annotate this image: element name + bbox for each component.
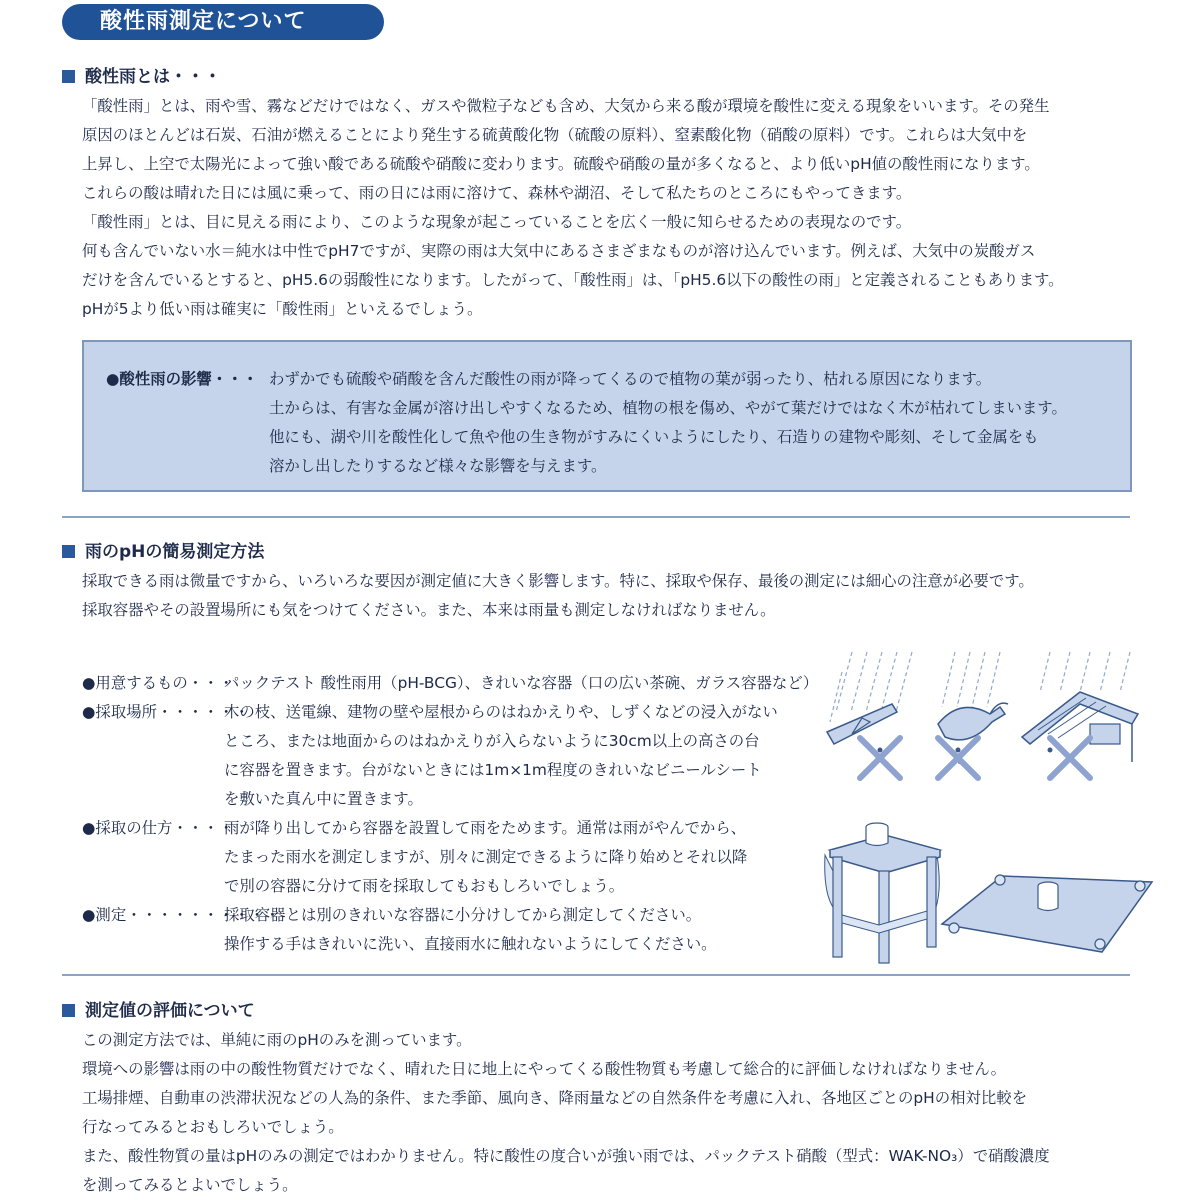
section-heading-text: 測定値の評価について [85, 1001, 255, 1021]
page-title: 酸性雨測定について [62, 4, 384, 40]
section-divider [62, 516, 1130, 518]
list-item-measurement [82, 901, 717, 953]
text-line: 環境への影響は雨の中の酸性物質だけでなく、晴れた日に地上にやってくる酸性物質も考慮して総合的に評価しなければなりません。 [82, 1060, 1007, 1078]
wire-drip-illustration [930, 652, 1015, 782]
section-heading-acid-rain [62, 66, 221, 88]
text-line: pHが5より低い雨は確実に「酸性雨」といえるでしょう。 [82, 300, 483, 318]
text-line: を測ってみるとよいでしょう。 [82, 1176, 298, 1194]
text-line: わずかでも硫酸や硝酸を含んだ酸性の雨が降ってくるので植物の葉が弱ったり、枯れる原因になります。 [269, 370, 992, 388]
text-line: パックテスト 酸性雨用（pH-BCG）、きれいな容器（口の広い茶碗、ガラス容器など） [224, 674, 819, 692]
section2-paragraph [82, 567, 1142, 625]
section-heading-ph-method [62, 541, 264, 563]
square-bullet-icon [62, 545, 75, 558]
list-item-collection [82, 814, 748, 895]
stand-container-illustration [815, 815, 945, 965]
text-line: また、酸性物質の量はpHのみの測定ではわかりません。特に酸性の度合いが強い雨では、パックテスト硝酸（型式：WAK-NO₃）で硝酸濃度 [82, 1147, 1050, 1165]
sheet-container-illustration [940, 872, 1155, 957]
text-line: で別の容器に分けて雨を採取してもおもしろいでしょう。 [224, 877, 625, 895]
text-line: 「酸性雨」とは、雨や雪、霧などだけではなく、ガスや微粒子なども含め、大気から来る酸が環境を酸性に変える現象をいいます。その発生 [82, 97, 1050, 115]
text-line: 土からは、有害な金属が溶け出しやすくなるため、植物の根を傷め、やがて葉だけではなく木が枯れてしまいます。 [269, 399, 1067, 417]
section1-paragraph [82, 92, 1142, 324]
text-line: を敷いた真ん中に置きます。 [224, 790, 423, 808]
text-line: 操作する手はきれいに洗い、直接雨水に触れないようにしてください。 [224, 935, 717, 953]
square-bullet-icon [62, 70, 75, 83]
text-line: 上昇し、上空で太陽光によって強い酸である硫酸や硝酸に変わります。硫酸や硝酸の量が多くなると、より低いpH値の酸性雨になります。 [82, 155, 1040, 173]
text-line: 採取容器やその設置場所にも気をつけてください。また、本来は雨量も測定しなければなりません。 [82, 601, 776, 619]
text-line: 採取容器とは別のきれいな容器に小分けしてから測定してください。 [224, 906, 702, 924]
section3-paragraph [82, 1026, 1142, 1200]
text-line: たまった雨水を測定しますが、別々に測定できるように降り始めとそれ以降 [224, 848, 748, 866]
item-content [224, 901, 717, 959]
text-line: 採取できる雨は微量ですから、いろいろな要因が測定値に大きく影響します。特に、採取や保存、最後の測定には細心の注意が必要です。 [82, 572, 1034, 590]
text-line: 原因のほとんどは石炭、石油が燃えることにより発生する硫黄酸化物（硫酸の原料）、窒素酸化物（硝酸の原料）です。これらは大気中を [82, 126, 1028, 144]
section-heading-text: 酸性雨とは・・・ [85, 67, 221, 87]
text-line: 雨が降り出してから容器を設置して雨をためます。通常は雨がやんでから、 [224, 819, 747, 837]
influence-box [82, 340, 1132, 492]
item-label: ●測定・・・・・・・・・・ [82, 906, 281, 924]
text-line: ところ、または地面からのはねかえりが入らないように30cm以上の高さの台 [224, 732, 760, 750]
section-heading-text: 雨のpHの簡易測定方法 [85, 542, 265, 562]
text-line: 溶かし出したりするなど様々な影響を与えます。 [269, 457, 607, 475]
text-line: これらの酸は晴れた日には風に乗って、雨の日には雨に溶けて、森林や湖沼、そして私たちのところにもやってきます。 [82, 184, 912, 202]
item-content [224, 669, 818, 698]
influence-text [269, 365, 1067, 481]
roof-drip-illustration [1020, 652, 1145, 782]
text-line: だけを含んでいるとすると、pH5.6の弱酸性になります。したがって、「酸性雨」は、「pH5.6以下の酸性の雨」と定義されることもあります。 [82, 271, 1064, 289]
text-line: 「酸性雨」とは、目に見える雨により、このような現象が起こっていることを広く一般に知らせるための表現なのです。 [82, 213, 912, 231]
text-line: この測定方法では、単純に雨のpHのみを測っています。 [82, 1031, 472, 1049]
item-label: ●採取の仕方・・・・ [82, 819, 234, 837]
list-item-prepare [82, 669, 819, 698]
text-line: 何も含んでいない水＝純水は中性でpH7ですが、実際の雨は大気中にあるさまざまなものが溶け込んでいます。例えば、大気中の炭酸ガス [82, 242, 1036, 260]
item-label: ●用意するもの・・・ [82, 674, 234, 692]
text-line: 他にも、湖や川を酸性化して魚や他の生き物がすみにくいようにしたり、石造りの建物や彫刻、そして金属をも [269, 428, 1039, 446]
section-heading-evaluation [62, 1000, 255, 1022]
text-line: に容器を置きます。台がないときには1m×1m程度のきれいなビニールシート [224, 761, 762, 779]
item-label: ●採取場所・・・・・・ [82, 703, 250, 721]
text-line: 行なってみるとおもしろいでしょう。 [82, 1118, 344, 1136]
influence-label: ●酸性雨の影響・・・ [106, 370, 258, 388]
item-content [224, 814, 747, 901]
text-line: 工場排煙、自動車の渋滞状況などの人為的条件、また季節、風向き、降雨量などの自然条件を考慮に入れ、各地区ごとのpHの相対比較を [82, 1089, 1028, 1107]
list-item-location [82, 698, 778, 808]
text-line: 木の枝、送電線、建物の壁や屋根からのはねかえりや、しずくなどの浸入がない [224, 703, 778, 721]
item-content [224, 698, 778, 814]
square-bullet-icon [62, 1004, 75, 1017]
section-divider [62, 974, 1130, 976]
branch-drip-illustration [822, 652, 922, 782]
